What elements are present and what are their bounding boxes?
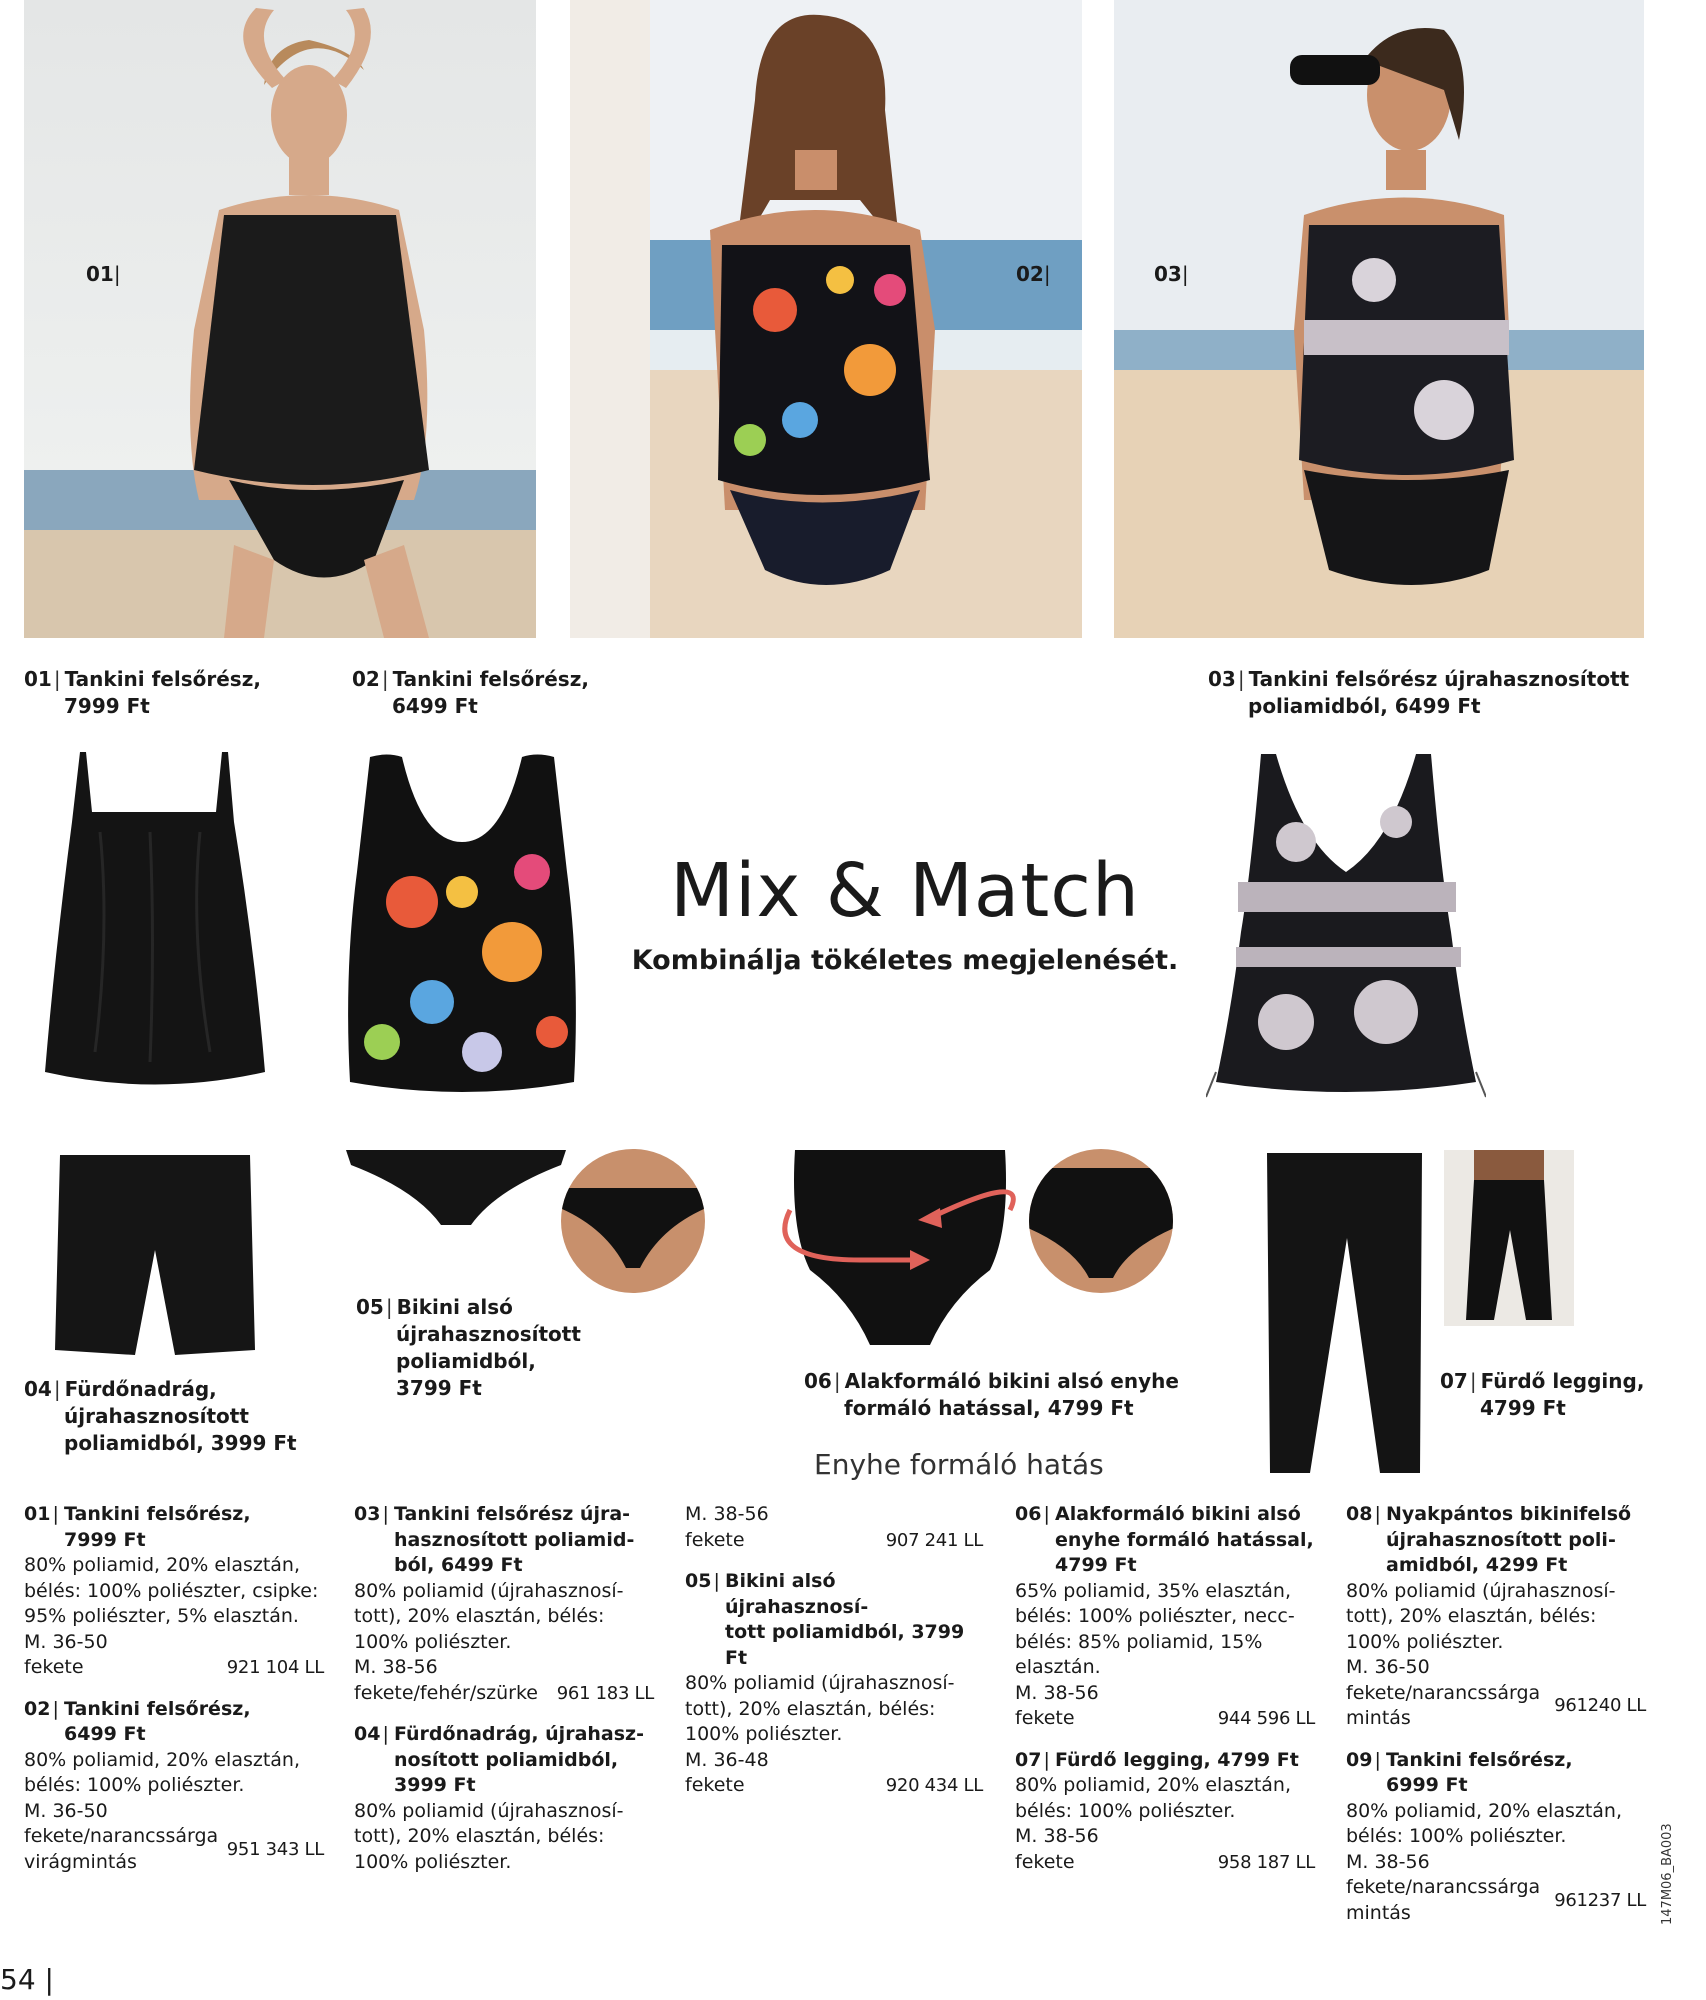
detail-desc-line: 80% poliamid (újrahasznosí- [1346,1579,1616,1602]
model-photo-1 [24,0,536,638]
model-black-tankini-photo [24,0,536,638]
detail-title-line: 6499 Ft [64,1723,146,1745]
detail-desc-line: 80% poliamid, 20% elasztán, [1346,1799,1623,1822]
bottom-label-07: 07 | Fürdő legging, 4799 Ft [1440,1369,1645,1420]
detail-color: fekete/narancssárga mintás [1346,1681,1541,1729]
photo-label-01: 01| [86,262,121,286]
detail-desc-line: bélés: 100% poliészter. [1015,1799,1236,1822]
detail-title: 08 | Nyakpántos bikinifelső újrahasznosított poli- amidból, 4299 Ft [1346,1502,1646,1579]
detail-desc-line: 80% poliamid, 20% elasztán, [24,1748,301,1771]
detail-desc-line: tott), 20% elasztán, bélés: [685,1697,936,1720]
detail-desc-line: 100% poliészter. [685,1723,843,1745]
detail-code: 951 343 LL [226,1838,324,1860]
detail-title-line: Bikini alsó újrahasznosí- [725,1570,869,1618]
detail-code: 958 187 LL [1217,1851,1315,1873]
detail-desc-line: M. 38-56 [354,1656,438,1678]
detail-title: 01 | Tankini felsőrész, 7999 Ft [24,1502,324,1553]
details-column-5 [1346,1502,1646,1942]
detail-number: 05 [685,1570,712,1592]
detail-desc-line: bélés: 100% poliészter. [24,1774,245,1796]
headline-title: Mix & Match [670,848,1140,934]
detail-title-line: 6999 Ft [1386,1774,1468,1796]
detail-desc-line: bélés: 100% poliészter, necc- [1015,1605,1295,1627]
photo-label-03: 03| [1154,262,1189,286]
detail-title-line: Tankini felsőrész, [64,1503,251,1525]
bikini-bottom-worn-photo [560,1148,706,1294]
model-paisley-tankini-photo [1114,0,1644,638]
detail-desc-line: tott), 20% elasztán, bélés: [354,1825,605,1847]
detail-title-line: 3999 Ft [394,1774,476,1796]
detail-desc-line: 65% poliamid, 35% elasztán, [1015,1579,1292,1602]
detail-title: 06 | Alakformáló bikini alsó enyhe formáló hatással, 4799 Ft [1015,1502,1315,1579]
details-column-3 [685,1502,983,1815]
detail-title-line: tott poliamidból, 3799 Ft [725,1621,965,1669]
product-tankini-black [40,752,270,1102]
detail-title: 09 | Tankini felsőrész, 6999 Ft [1346,1748,1646,1799]
detail-code: 920 434 LL [885,1775,983,1796]
detail-desc-line: tott), 20% elasztán, bélés: [354,1605,605,1627]
photo-label-02: 02| [1016,262,1051,286]
detail-title-line: ból, 6499 Ft [394,1554,523,1576]
detail-desc-line: M. 38-56 [1346,1850,1430,1873]
model-floral-tankini-photo [570,0,1082,638]
details-column-4 [1015,1502,1315,1891]
detail-desc-line: 100% poliészter. [354,1850,512,1873]
detail-item-08 [1346,1502,1646,1732]
detail-title-line: nosított poliamidból, [394,1748,619,1771]
detail-title-line: Nyakpántos bikinifelső [1386,1503,1632,1525]
detail-number: 02 [24,1697,51,1720]
detail-title-line: hasznosított poliamid- [394,1528,635,1551]
detail-desc-line: bélés: 100% poliészter, csipke: [24,1579,319,1602]
detail-color: fekete/fehér/szürke [354,1681,538,1704]
detail-title: 03 | Tankini felsőrész újra- hasznosított poliamid- ból, 6499 Ft [354,1502,654,1579]
detail-code: 921 104 LL [226,1657,324,1678]
shaping-note: Enyhe formáló hatás [814,1448,1104,1481]
side-code: 147M06_BA003 [1660,1823,1675,1925]
detail-desc-line: 80% poliamid (újrahasznosí- [354,1579,624,1602]
bottom-label-05: 05 | Bikini alsó újrahasznosított poliamidból, 3799 Ft [356,1295,581,1400]
detail-desc-line: M. 36-50 [1346,1656,1430,1678]
detail-item-03 [354,1502,654,1706]
detail-item-07 [1015,1748,1315,1876]
model-photo-2 [570,0,1082,638]
detail-color: fekete/narancssárga mintás [1346,1876,1541,1924]
legging-worn-photo [1444,1150,1574,1326]
detail-desc-line: 80% poliamid (újrahasznosí- [354,1799,624,1822]
detail-number: 03 [354,1503,381,1525]
detail-number: 04 [354,1723,381,1745]
detail-title-line: enyhe formáló hatással, [1055,1528,1314,1551]
shaping-bottom-worn-photo [1028,1148,1174,1294]
detail-desc-line: 80% poliamid, 20% elasztán, [1015,1774,1292,1796]
detail-color: fekete [685,1528,745,1551]
detail-title-line: 7999 Ft [64,1528,146,1551]
detail-item-04-continued [685,1502,983,1553]
detail-item-05 [685,1569,983,1799]
product-tankini-paisley [1206,752,1486,1102]
detail-color: fekete [1015,1850,1075,1873]
detail-title-line: újrahasznosított poli- [1386,1528,1616,1551]
detail-number: 08 [1346,1503,1373,1525]
details-column-1 [24,1502,324,1891]
detail-desc-line: M. 36-50 [24,1799,108,1822]
bottom-label-06: 06 | Alakformáló bikini alsó enyhe formáló hatással, 4799 Ft [804,1369,1179,1420]
details-column-2 [354,1502,654,1891]
detail-desc-line: 100% poliészter. [354,1630,512,1653]
detail-desc-line: M. 38-56 [1015,1681,1099,1704]
detail-color: fekete [685,1774,745,1796]
detail-desc-line: 95% poliészter, 5% elasztán. [24,1605,299,1627]
detail-size: M. 38-56 [685,1503,769,1525]
detail-code: 907 241 LL [885,1529,983,1551]
detail-desc-line: elasztán. [1015,1656,1101,1678]
page-number: 54 | [0,1963,54,1996]
detail-number: 09 [1346,1748,1373,1771]
detail-desc-line: M. 38-56 [1015,1825,1099,1847]
detail-title-line: Fürdőnadrág, újrahasz- [394,1723,644,1745]
model-photo-3 [1114,0,1644,638]
product-tankini-floral [342,752,582,1102]
detail-code: 961 183 LL [556,1682,654,1704]
detail-color: fekete [1015,1707,1075,1729]
detail-item-06 [1015,1502,1315,1732]
detail-desc-line: tott), 20% elasztán, bélés: [1346,1605,1597,1627]
detail-desc-line: 80% poliamid (újrahasznosí- [685,1672,955,1694]
detail-title-line: Tankini felsőrész újra- [394,1503,631,1525]
detail-desc-line: bélés: 85% poliamid, 15% [1015,1630,1263,1653]
detail-desc-line: 80% poliamid, 20% elasztán, [24,1554,301,1576]
detail-number: 06 [1015,1503,1042,1525]
top-label-01: 01 | Tankini felsőrész, 7999 Ft [24,667,261,718]
product-swim-legging [1262,1148,1427,1478]
product-shaping-bikini-bottom [780,1150,1020,1350]
detail-title-line: Fürdő legging, 4799 Ft [1055,1748,1299,1771]
detail-title-line: Tankini felsőrész, [64,1697,251,1720]
detail-code: 944 596 LL [1217,1708,1315,1729]
product-bikini-bottom [346,1150,566,1230]
top-label-02: 02 | Tankini felsőrész, 6499 Ft [352,667,589,718]
detail-item-01 [24,1502,324,1681]
detail-desc-line: bélés: 100% poliészter. [1346,1825,1567,1847]
headline-subtitle: Kombinálja tökéletes megjelenését. [631,945,1179,976]
detail-item-09 [1346,1748,1646,1927]
product-swim-shorts [50,1150,260,1360]
detail-number: 07 [1015,1748,1042,1771]
detail-title: 04 | Fürdőnadrág, újrahasz- nosított poliamidból, 3999 Ft [354,1722,654,1799]
detail-title-line: Tankini felsőrész, [1386,1748,1573,1771]
detail-color: fekete [24,1656,84,1678]
detail-title: 05 | Bikini alsó újrahasznosí- tott poliamidból, 3799 Ft [685,1569,983,1671]
detail-desc-line: M. 36-50 [24,1630,108,1653]
detail-item-04 [354,1722,654,1875]
detail-code: 961240 LL [1554,1695,1646,1716]
detail-title-line: amidból, 4299 Ft [1386,1554,1568,1576]
detail-code: 961237 LL [1554,1889,1646,1911]
detail-title: 02 | Tankini felsőrész, 6499 Ft [24,1697,324,1748]
detail-title-line: 4799 Ft [1055,1554,1137,1576]
detail-number: 01 [24,1503,51,1525]
detail-desc-line: 100% poliészter. [1346,1630,1504,1653]
bottom-label-04: 04 | Fürdőnadrág, újrahasznosított poliamidból, 3999 Ft [24,1377,297,1455]
detail-desc-line: M. 36-48 [685,1748,769,1771]
detail-color: fekete/narancssárga virágmintás [24,1825,219,1873]
detail-title: 07 | Fürdő legging, 4799 Ft [1015,1748,1315,1774]
detail-item-02 [24,1697,324,1876]
top-label-03: 03 | Tankini felsőrész újrahasznosított poliamidból, 6499 Ft [1208,667,1630,718]
detail-title-line: Alakformáló bikini alsó [1055,1503,1301,1525]
